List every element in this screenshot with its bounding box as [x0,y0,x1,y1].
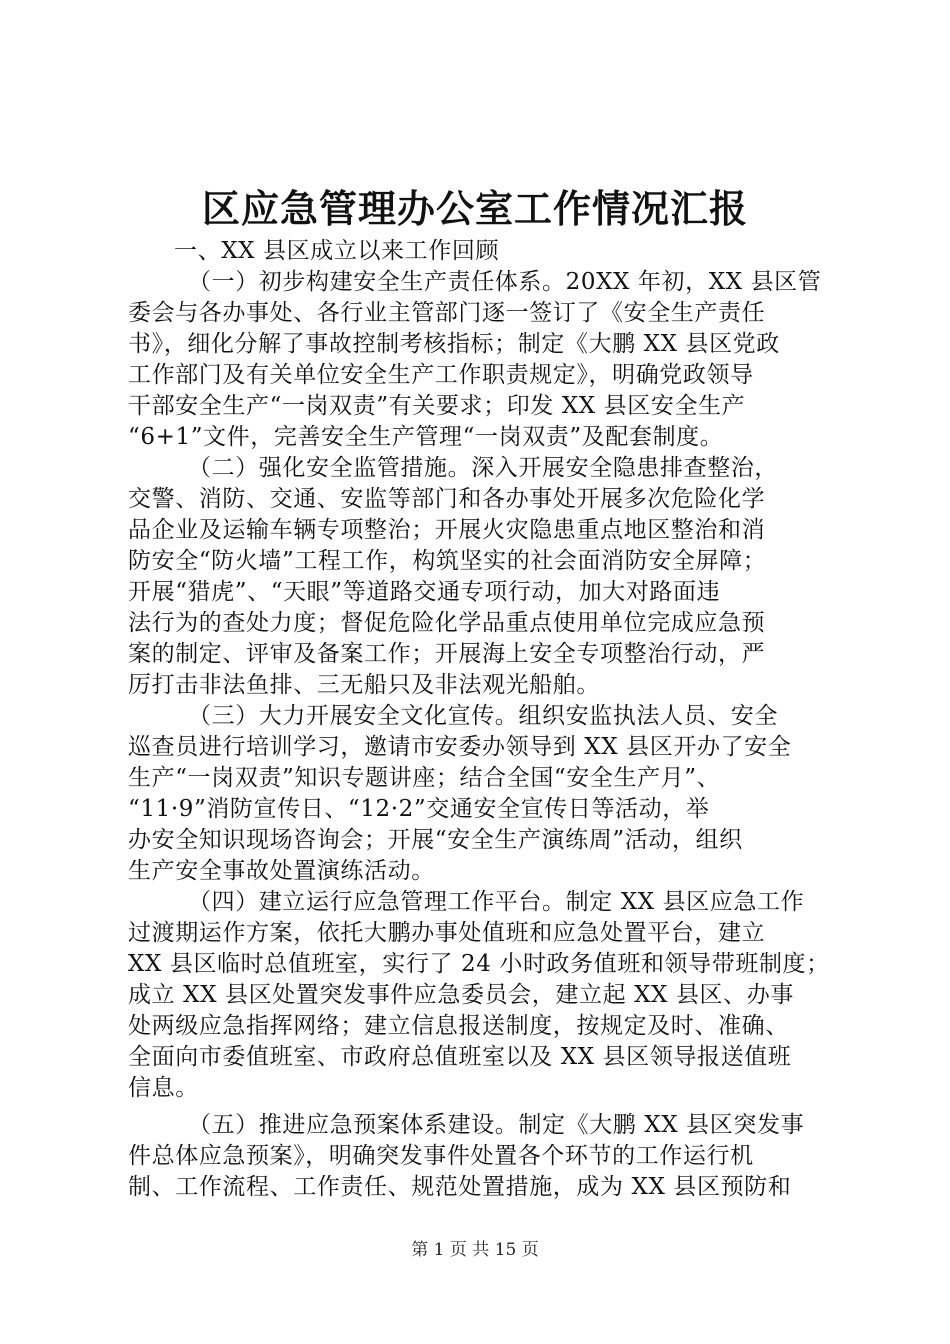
paragraph-line: （四）建立运行应急管理工作平台。制定 XX 县区应急工作 [188,889,805,915]
paragraph-line: “11·9”消防宣传日、“12·2”交通安全宣传日等活动，举 [128,796,710,822]
paragraph-line: （二）强化安全监管措施。深入开展安全隐患排查整治， [188,455,778,481]
section-heading: 一、XX 县区成立以来工作回顾 [174,238,500,264]
paragraph-line: 生产“一岗双责”知识专题讲座；结合全国“安全生产月”、 [128,765,721,791]
paragraph-line: 生产安全事故处置演练活动。 [128,858,435,884]
paragraph-line: 巡查员进行培训学习，邀请市安委办领导到 XX 县区开办了安全 [128,734,792,760]
paragraph-line: 办安全知识现场咨询会；开展“安全生产演练周”活动，组织 [128,827,743,853]
page-number-footer: 第 1 页 共 15 页 [411,1240,539,1260]
paragraph-line: 交警、消防、交通、安监等部门和各办事处开展多次危险化学 [128,486,766,512]
paragraph-line: 制、工作流程、工作责任、规范处置措施，成为 XX 县区预防和 [128,1174,792,1200]
paragraph-line: （五）推进应急预案体系建设。制定《大鹏 XX 县区突发事 [188,1112,805,1138]
paragraph-line: 防安全“防火墙”工程工作，构筑坚实的社会面消防安全屏障； [128,548,767,574]
document-body [128,236,828,1203]
paragraph-line: 全面向市委值班室、市政府总值班室以及 XX 县区领导报送值班 [128,1044,792,1070]
paragraph-line: “6+1”文件，完善安全生产管理“一岗双责”及配套制度。 [128,424,724,450]
document-title: 区应急管理办公室工作情况汇报 [201,186,748,231]
paragraph-line: 干部安全生产“一岗双责”有关要求；印发 XX 县区安全生产 [128,393,746,419]
paragraph-line: 书》，细化分解了事故控制考核指标；制定《大鹏 XX 县区党政 [128,331,780,357]
paragraph-line: 厉打击非法鱼排、三无船只及非法观光船舶。 [128,672,600,698]
paragraph-line: XX 县区临时总值班室，实行了 24 小时政务值班和领导带班制度； [128,951,830,977]
paragraph-line: 法行为的查处力度；督促危险化学品重点使用单位完成应急预 [128,610,766,636]
paragraph-line: 件总体应急预案》，明确突发事件处置各个环节的工作运行机 [128,1143,754,1169]
paragraph-line: 工作部门及有关单位安全生产工作职责规定》，明确党政领导 [128,362,754,388]
paragraph-line: 成立 XX 县区处置突发事件应急委员会，建立起 XX 县区、办事 [128,982,794,1008]
paragraph-line: 处两级应急指挥网络；建立信息报送制度，按规定及时、准确、 [128,1013,789,1039]
paragraph-line: 过渡期运作方案，依托大鹏办事处值班和应急处置平台，建立 [128,920,766,946]
paragraph-line: 开展“猎虎”、“天眼”等道路交通专项行动，加大对路面违 [128,579,721,605]
paragraph-line: （一）初步构建安全生产责任体系。20XX 年初，XX 县区管 [188,269,822,295]
paragraph-line: 品企业及运输车辆专项整治；开展火灾隐患重点地区整治和消 [128,517,766,543]
paragraph-line: 委会与各办事处、各行业主管部门逐一签订了《安全生产责任 [128,300,766,326]
paragraph-line: （三）大力开展安全文化宣传。组织安监执法人员、安全 [188,703,778,729]
paragraph-line: 信息。 [128,1075,199,1101]
paragraph-line: 案的制定、评审及备案工作；开展海上安全专项整治行动，严 [128,641,766,667]
